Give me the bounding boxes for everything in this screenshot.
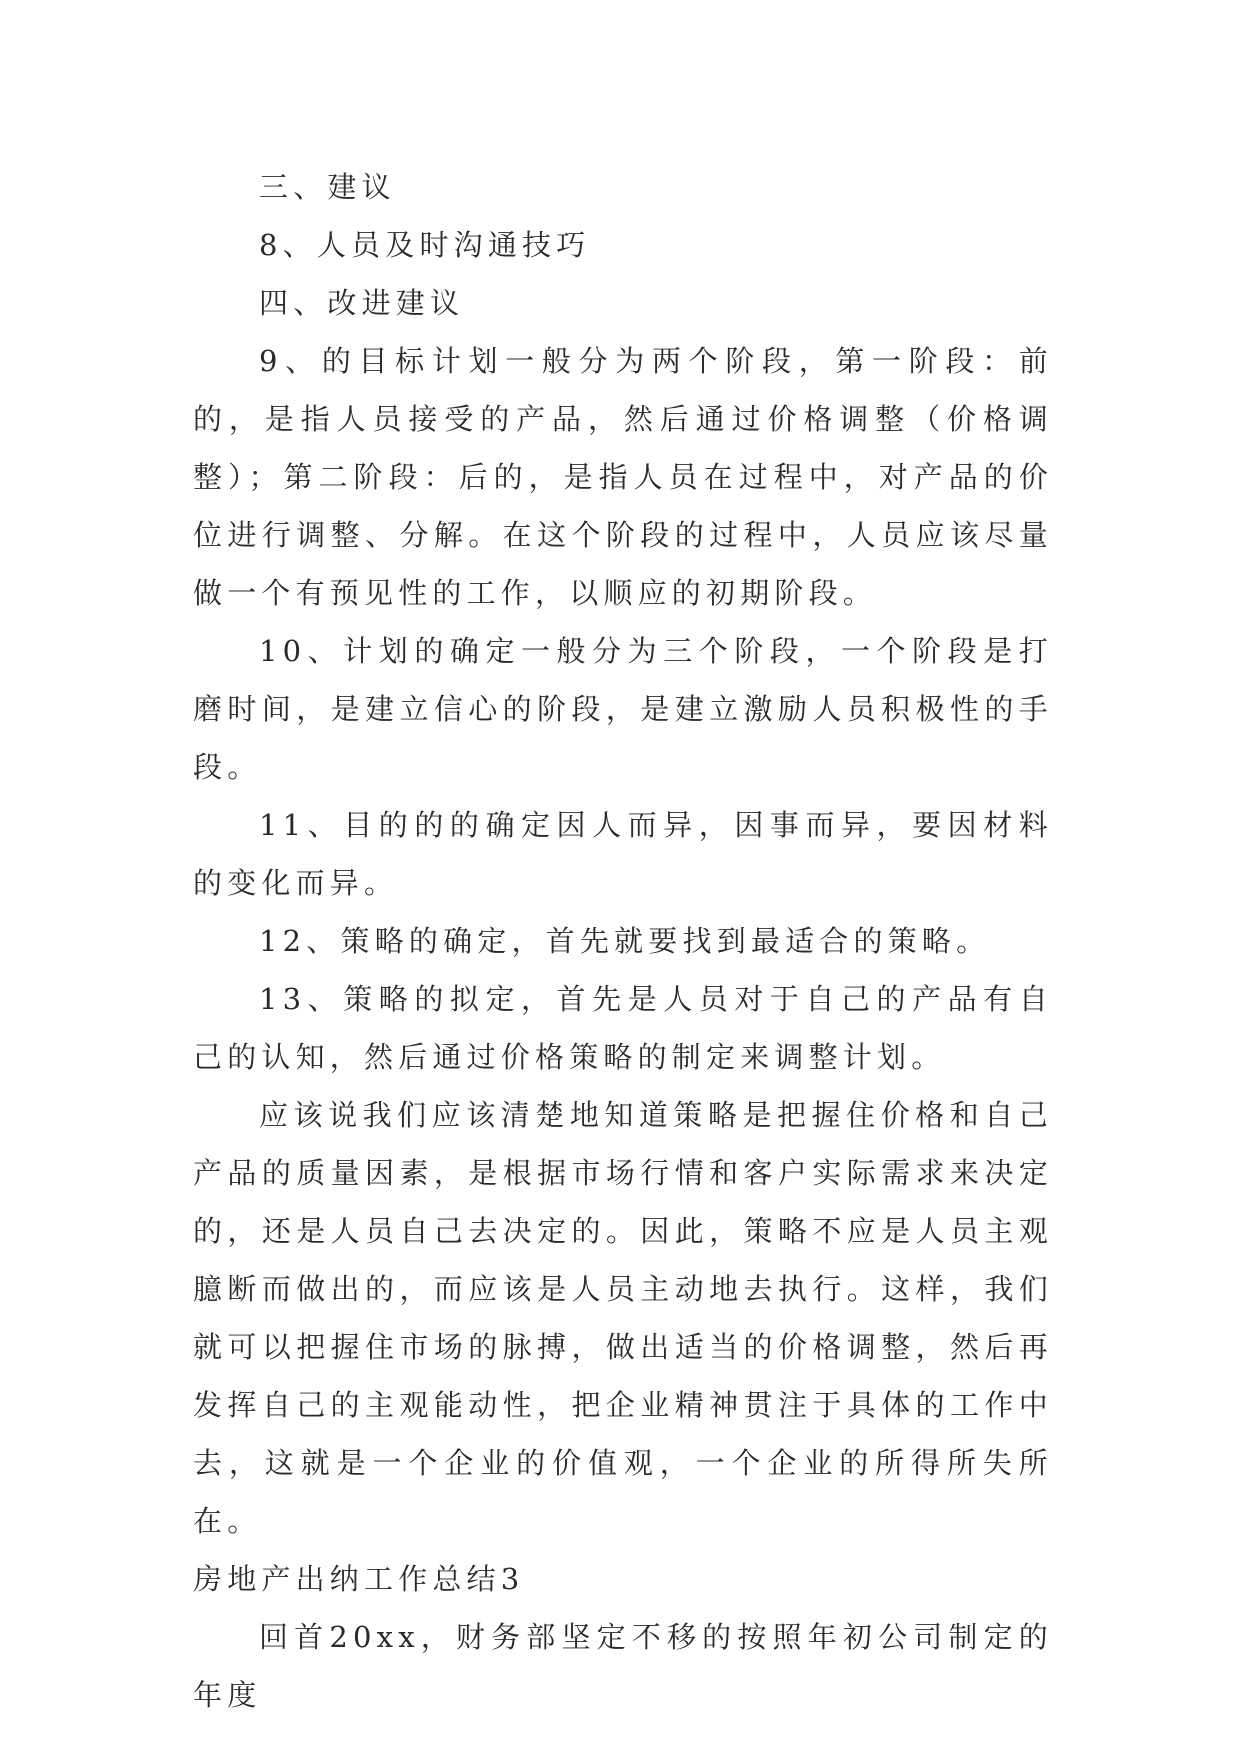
document-body: [193, 158, 1053, 1724]
paragraph-item-11: 11、目的的的确定因人而异，因事而异，要因材料的变化而异。: [193, 808, 1053, 900]
paragraph-item-13: 13、策略的拟定，首先是人员对于自己的产品有自己的认知，然后通过价格策略的制定来调整计划。: [193, 982, 1053, 1074]
section-title: 房地产出纳工作总结3: [193, 1562, 525, 1596]
paragraph-improvement-heading: 四、改进建议: [259, 286, 465, 320]
paragraph-item-9: 9、的目标计划一般分为两个阶段，第一阶段：前的，是指人员接受的产品，然后通过价格调整（价格调整）；第二阶段：后的，是指人员在过程中，对产品的价位进行调整、分解。在这个阶段的过程中，人员应该尽量做一个有预见性的工作，以顺应的初期阶段。: [193, 344, 1053, 610]
paragraph-item-12: 12、策略的确定，首先就要找到最适合的策略。: [259, 924, 991, 958]
paragraph-review-intro: 回首20xx，财务部坚定不移的按照年初公司制定的年度: [193, 1620, 1053, 1712]
paragraph-suggestion-heading: 三、建议: [259, 170, 396, 204]
paragraph-item-8: 8、人员及时沟通技巧: [259, 228, 591, 262]
paragraph-item-10: 10、计划的确定一般分为三个阶段，一个阶段是打磨时间，是建立信心的阶段，是建立激励人员积极性的手段。: [193, 634, 1053, 784]
paragraph-conclusion: 应该说我们应该清楚地知道策略是把握住价格和自己产品的质量因素，是根据市场行情和客户实际需求来决定的，还是人员自己去决定的。因此，策略不应是人员主观臆断而做出的，而应该是人员主动地去执行。这样，我们就可以把握住市场的脉搏，做出适当的价格调整，然后再发挥自己的主观能动性，把企业精神贯注于具体的工作中去，这就是一个企业的价值观，一个企业的所得所失所在。: [193, 1098, 1053, 1538]
